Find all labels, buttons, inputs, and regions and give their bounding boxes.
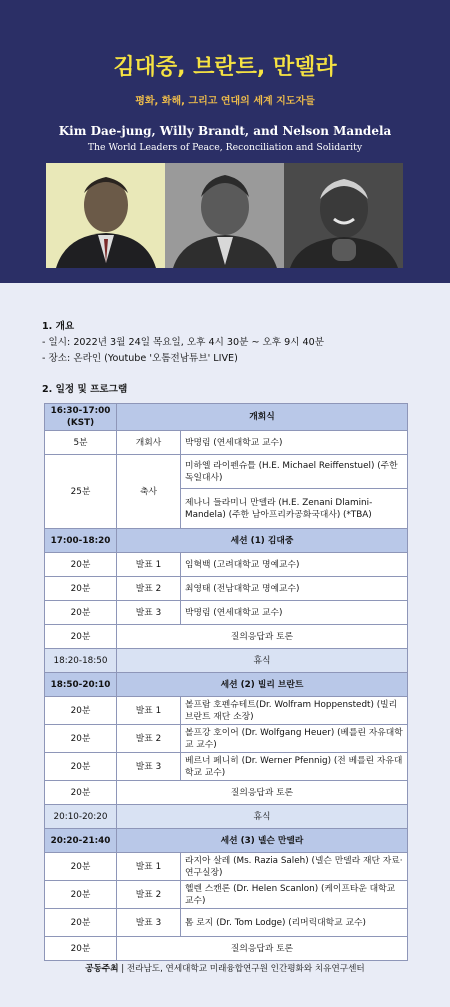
role-cell: 발표 2 [117, 577, 181, 601]
session-time: 18:50-20:10 [45, 673, 117, 697]
schedule-table [44, 403, 408, 961]
session-row-1 [45, 529, 408, 553]
portrait-willy-brandt [165, 163, 284, 268]
speaker-cell: 베르너 페니히 (Dr. Werner Pfennig) (전 베를린 자유대학교 교수) [181, 753, 408, 781]
break-row [45, 805, 408, 829]
table-row [45, 455, 408, 489]
page-title-english: Kim Dae-jung, Willy Brandt, and Nelson Mandela [58, 124, 392, 138]
duration-cell: 20분 [45, 937, 117, 961]
duration-cell: 20분 [45, 697, 117, 725]
session-time: 16:30-17:00 (KST) [45, 404, 117, 431]
speaker-cell: 임혁백 (고려대학교 명예교수) [181, 553, 408, 577]
table-row [45, 431, 408, 455]
overview-heading: 1. 개요 [42, 321, 75, 332]
break-label: 휴식 [117, 649, 408, 673]
overview-venue: - 장소: 온라인 (Youtube '오톰전남튜브' LIVE) [42, 353, 238, 364]
role-cell: 발표 2 [117, 725, 181, 753]
table-row [45, 909, 408, 937]
speaker-cell: 헬렌 스캔론 (Dr. Helen Scanlon) (케이프타운 대학교 교수) [181, 881, 408, 909]
duration-cell: 20분 [45, 601, 117, 625]
portrait-nelson-mandela [284, 163, 403, 268]
speaker-cell: 볼프강 호이어 (Dr. Wolfgang Heuer) (베를린 자유대학교 교수) [181, 725, 408, 753]
speaker-cell: 볼프람 호펜슈테트(Dr. Wolfram Hoppenstedt) (빌리 브란트 재단 소장) [181, 697, 408, 725]
portrait-kim-dae-jung [46, 163, 165, 268]
table-row [45, 553, 408, 577]
speaker-cell: 미하엘 라이펜슈틀 (H.E. Michael Reiffenstuel) (주한 독일대사) [181, 455, 408, 489]
table-row [45, 937, 408, 961]
session-row-opening [45, 404, 408, 431]
duration-cell: 20분 [45, 577, 117, 601]
page-subtitle: 평화, 화해, 그리고 연대의 세계 지도자들 [135, 96, 315, 107]
speaker-cell: 톰 로지 (Dr. Tom Lodge) (리머릭대학교 교수) [181, 909, 408, 937]
role-cell: 발표 3 [117, 753, 181, 781]
footer-label: 공동주최 [85, 964, 119, 974]
table-row [45, 781, 408, 805]
table-row [45, 753, 408, 781]
session-time: 20:20-21:40 [45, 829, 117, 853]
qa-cell: 질의응답과 토론 [117, 781, 408, 805]
qa-cell: 질의응답과 토론 [117, 937, 408, 961]
session-title: 세션 (2) 빌리 브란트 [117, 673, 408, 697]
table-row [45, 625, 408, 649]
role-cell: 발표 2 [117, 881, 181, 909]
page-subtitle-english: The World Leaders of Peace, Reconciliation and Solidarity [87, 142, 363, 153]
speaker-cell: 박명림 (연세대학교 교수) [181, 601, 408, 625]
header-banner [0, 0, 450, 283]
role-cell: 발표 1 [117, 697, 181, 725]
overview-date: - 일시: 2022년 3월 24일 목요일, 오후 4시 30분 ~ 오후 9시 40분 [42, 337, 325, 348]
session-title: 세션 (1) 김대중 [117, 529, 408, 553]
role-cell: 개회사 [117, 431, 181, 455]
program-heading: 2. 일정 및 프로그램 [42, 384, 128, 395]
footer-separator: | [121, 964, 125, 974]
session-row-2 [45, 673, 408, 697]
role-cell: 발표 1 [117, 553, 181, 577]
table-row [45, 881, 408, 909]
duration-cell: 20분 [45, 881, 117, 909]
table-row [45, 697, 408, 725]
table-row [45, 601, 408, 625]
speaker-cell: 라지아 살레 (Ms. Razia Saleh) (넬슨 만델라 재단 자료·연구실장) [181, 853, 408, 881]
duration-cell: 20분 [45, 553, 117, 577]
session-title: 개회식 [117, 404, 408, 431]
break-time: 20:10-20:20 [45, 805, 117, 829]
duration-cell: 20분 [45, 909, 117, 937]
table-row [45, 577, 408, 601]
qa-cell: 질의응답과 토론 [117, 625, 408, 649]
role-cell: 발표 1 [117, 853, 181, 881]
duration-cell: 25분 [45, 455, 117, 529]
duration-cell: 5분 [45, 431, 117, 455]
speaker-cell: 제나니 들라미니 만델라 (H.E. Zenani Dlamini-Mandela) (주한 남아프리카공화국대사) (*TBA) [181, 489, 408, 529]
speaker-cell: 최영태 (전남대학교 명예교수) [181, 577, 408, 601]
duration-cell: 20분 [45, 781, 117, 805]
duration-cell: 20분 [45, 725, 117, 753]
role-cell: 발표 3 [117, 601, 181, 625]
session-row-3 [45, 829, 408, 853]
break-time: 18:20-18:50 [45, 649, 117, 673]
duration-cell: 20분 [45, 853, 117, 881]
speaker-cell: 박명림 (연세대학교 교수) [181, 431, 408, 455]
duration-cell: 20분 [45, 753, 117, 781]
footer-organizers: 전라남도, 연세대학교 미래융합연구원 인간평화와 치유연구센터 [126, 964, 365, 974]
portrait-strip [46, 163, 403, 268]
table-row [45, 725, 408, 753]
footer [0, 962, 450, 974]
role-cell: 발표 3 [117, 909, 181, 937]
session-time: 17:00-18:20 [45, 529, 117, 553]
session-title: 세션 (3) 넬슨 만델라 [117, 829, 408, 853]
page-title: 김대중, 브란트, 만델라 [113, 55, 337, 80]
role-cell: 축사 [117, 455, 181, 529]
table-row [45, 853, 408, 881]
duration-cell: 20분 [45, 625, 117, 649]
break-label: 휴식 [117, 805, 408, 829]
break-row [45, 649, 408, 673]
